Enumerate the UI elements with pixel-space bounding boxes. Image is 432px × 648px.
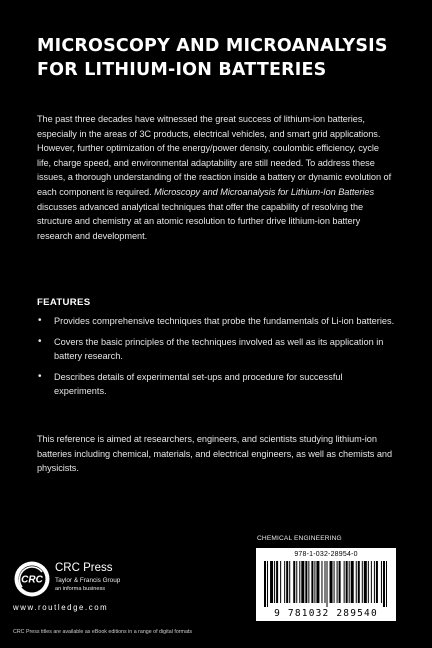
barcode-bar — [334, 561, 335, 603]
feature-item: • Describes details of experimental set-ups and procedure for successful experiments. — [37, 370, 395, 399]
barcode-bar — [330, 561, 333, 603]
barcode-bar — [376, 561, 378, 603]
barcode-bar — [293, 561, 295, 603]
feature-item: • Covers the basic principles of the techniques involved as well as its application in battery research. — [37, 335, 395, 364]
features-heading: FEATURES — [37, 297, 91, 308]
barcode-bar — [316, 561, 319, 603]
crc-logo-text: CRC — [21, 574, 43, 586]
barcode-bar — [344, 561, 345, 603]
intro-text-1: The past three decades have witnessed the great success of lithium-ion batteries, especially in the areas of 3C products, electrical vehicles, and smart grid applications. However, further optimization of the energy/power density, coulombic efficiency, cycle life, charge speed, and environmental adaptability are still needed. To address these issues, a thorough understanding of the reaction inside a battery or dynamic evolution of each component is required. — [37, 114, 392, 197]
intro-book-title: Microscopy and Microanalysis for Lithium-Ion Batteries — [154, 186, 375, 197]
barcode-bar — [327, 561, 328, 607]
barcode-bar — [374, 561, 375, 603]
barcode-bar — [358, 561, 360, 603]
book-title — [37, 34, 397, 82]
barcode-bar — [381, 561, 382, 603]
intro-text-2: discusses advanced analytical techniques that offer the capability of resolving the structure and chemistry at an atomic resolution to further drive lithium-ion battery research and development. — [37, 201, 364, 241]
barcode-bar — [280, 561, 281, 603]
barcode-bar — [368, 561, 369, 603]
isbn-barcode — [256, 548, 396, 621]
barcode-bar — [314, 561, 315, 603]
barcode-bar — [296, 561, 297, 603]
barcode-bar — [301, 561, 304, 603]
barcode-bar — [371, 561, 372, 603]
feature-item: • Provides comprehensive techniques that probe the fundamentals of Li-ion batteries. — [37, 314, 395, 329]
barcode-bar — [308, 561, 309, 603]
isbn-top-text: 978-1-032-28954-0 — [294, 551, 358, 558]
isbn-bottom-text: 9 781032 289540 — [274, 608, 378, 619]
barcode-bar — [351, 561, 354, 603]
closing-paragraph: This reference is aimed at researchers, engineers, and scientists studying lithium-ion batteries including chemical, materials, and electrical engineers, as well as chemists and physicists. — [37, 434, 393, 474]
barcode-bar — [324, 561, 325, 603]
barcode-bar — [364, 561, 367, 603]
publisher-informa: an informa business — [55, 586, 106, 592]
publisher-name: CRC Press — [55, 562, 113, 574]
barcode-bar — [386, 561, 387, 607]
title-line-2: FOR LITHIUM-ION BATTERIES — [37, 60, 327, 80]
barcode-bar — [356, 561, 357, 603]
barcode-bar — [383, 561, 385, 607]
barcode-bar — [305, 561, 307, 603]
barcode-bar — [299, 561, 300, 603]
title-line-1: MICROSCOPY AND MICROANALYSIS — [37, 36, 388, 56]
category-label: CHEMICAL ENGINEERING — [257, 535, 342, 542]
barcode-bar — [276, 561, 278, 603]
barcode-bar — [274, 561, 275, 603]
barcode-bar — [339, 561, 341, 603]
barcode-bar — [337, 561, 338, 603]
barcode-bar — [284, 561, 285, 603]
barcode-bar — [286, 561, 288, 603]
barcode-bar — [362, 561, 363, 603]
intro-paragraph — [37, 112, 395, 243]
barcode-bar — [311, 561, 313, 603]
barcode-icon — [264, 561, 388, 607]
features-list — [37, 314, 395, 405]
barcode-bar — [346, 561, 348, 603]
publisher-group: Taylor & Francis Group — [55, 577, 121, 584]
barcode-bar — [267, 561, 268, 607]
barcode-bar — [349, 561, 350, 603]
barcode-bar — [264, 561, 266, 607]
barcode-bar — [321, 561, 322, 603]
barcode-bar — [289, 561, 290, 603]
barcode-bar — [270, 561, 273, 603]
website-link[interactable]: www.routledge.com — [13, 603, 109, 612]
ebook-note: CRC Press titles are available as eBook editions in a range of digital formats — [13, 629, 193, 635]
crc-press-logo-icon — [13, 560, 51, 598]
